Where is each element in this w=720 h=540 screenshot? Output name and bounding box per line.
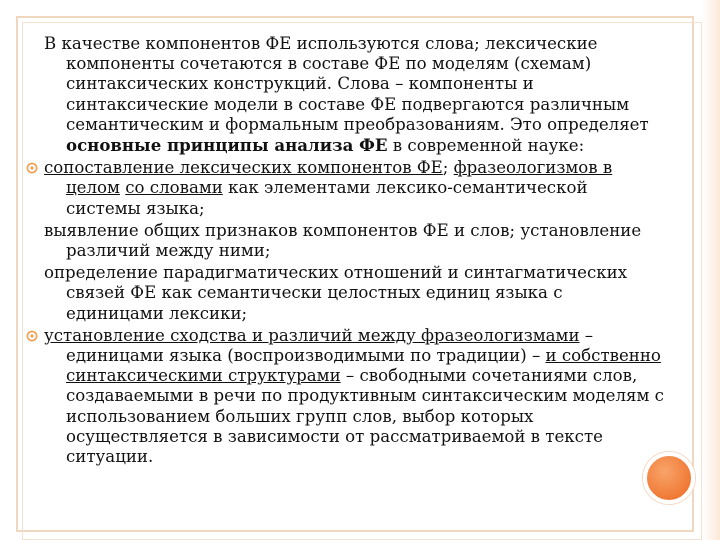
text-run-underlined: сопоставление лексических компонентов ФЕ bbox=[44, 158, 443, 178]
text-run: в современной науке: bbox=[387, 136, 585, 156]
text-run-underlined: фразеологизмов в целом bbox=[66, 158, 613, 198]
text-run: – единицами языка (воспроизводимыми по традиции) – bbox=[66, 325, 594, 366]
frame-decoration bbox=[702, 0, 720, 540]
text-run-underlined: со словами bbox=[125, 178, 223, 198]
slide-text bbox=[44, 34, 664, 469]
text-paragraph bbox=[44, 221, 664, 261]
intro-paragraph bbox=[44, 34, 664, 156]
text-run-underlined: и собственно синтаксическими структурами bbox=[66, 346, 661, 386]
sun-icon bbox=[26, 162, 38, 174]
sun-icon bbox=[26, 330, 38, 342]
text-run: как элементами лексико-семантической системы языка; bbox=[66, 178, 588, 218]
text-run: выявление общих признаков компонентов ФЕ и слов; установление различий между ними; bbox=[44, 220, 642, 261]
text-run-underlined: установление сходства и различий между фразеологизмами bbox=[44, 325, 580, 345]
text-run: ; bbox=[442, 158, 454, 178]
text-run: определение парадигматических отношений и синтагматических связей ФЕ как семантически целостных единиц языка с единицами лексики; bbox=[44, 263, 628, 323]
bullet-item bbox=[44, 158, 664, 219]
text-run-bold: основные принципы анализа ФЕ bbox=[66, 135, 388, 156]
text-run: – свободными сочетаниями слов, создаваемыми в речи по продуктивным синтаксическим моделям с использованием больших групп слов, выбор которых осуществляется в зависимости от рассматриваемой в тексте ситуации. bbox=[66, 366, 664, 467]
text-run: В качестве компонентов ФЕ используются слова; лексические компоненты сочетаются в составе ФЕ по моделям (схемам) синтаксических конструкций. Слова – компоненты и синтаксические модели в составе ФЕ подвергаются различным семантическим и формальным преобразованиям. Это определяет bbox=[44, 34, 649, 134]
text-paragraph bbox=[44, 263, 664, 324]
bullet-item bbox=[44, 326, 664, 467]
